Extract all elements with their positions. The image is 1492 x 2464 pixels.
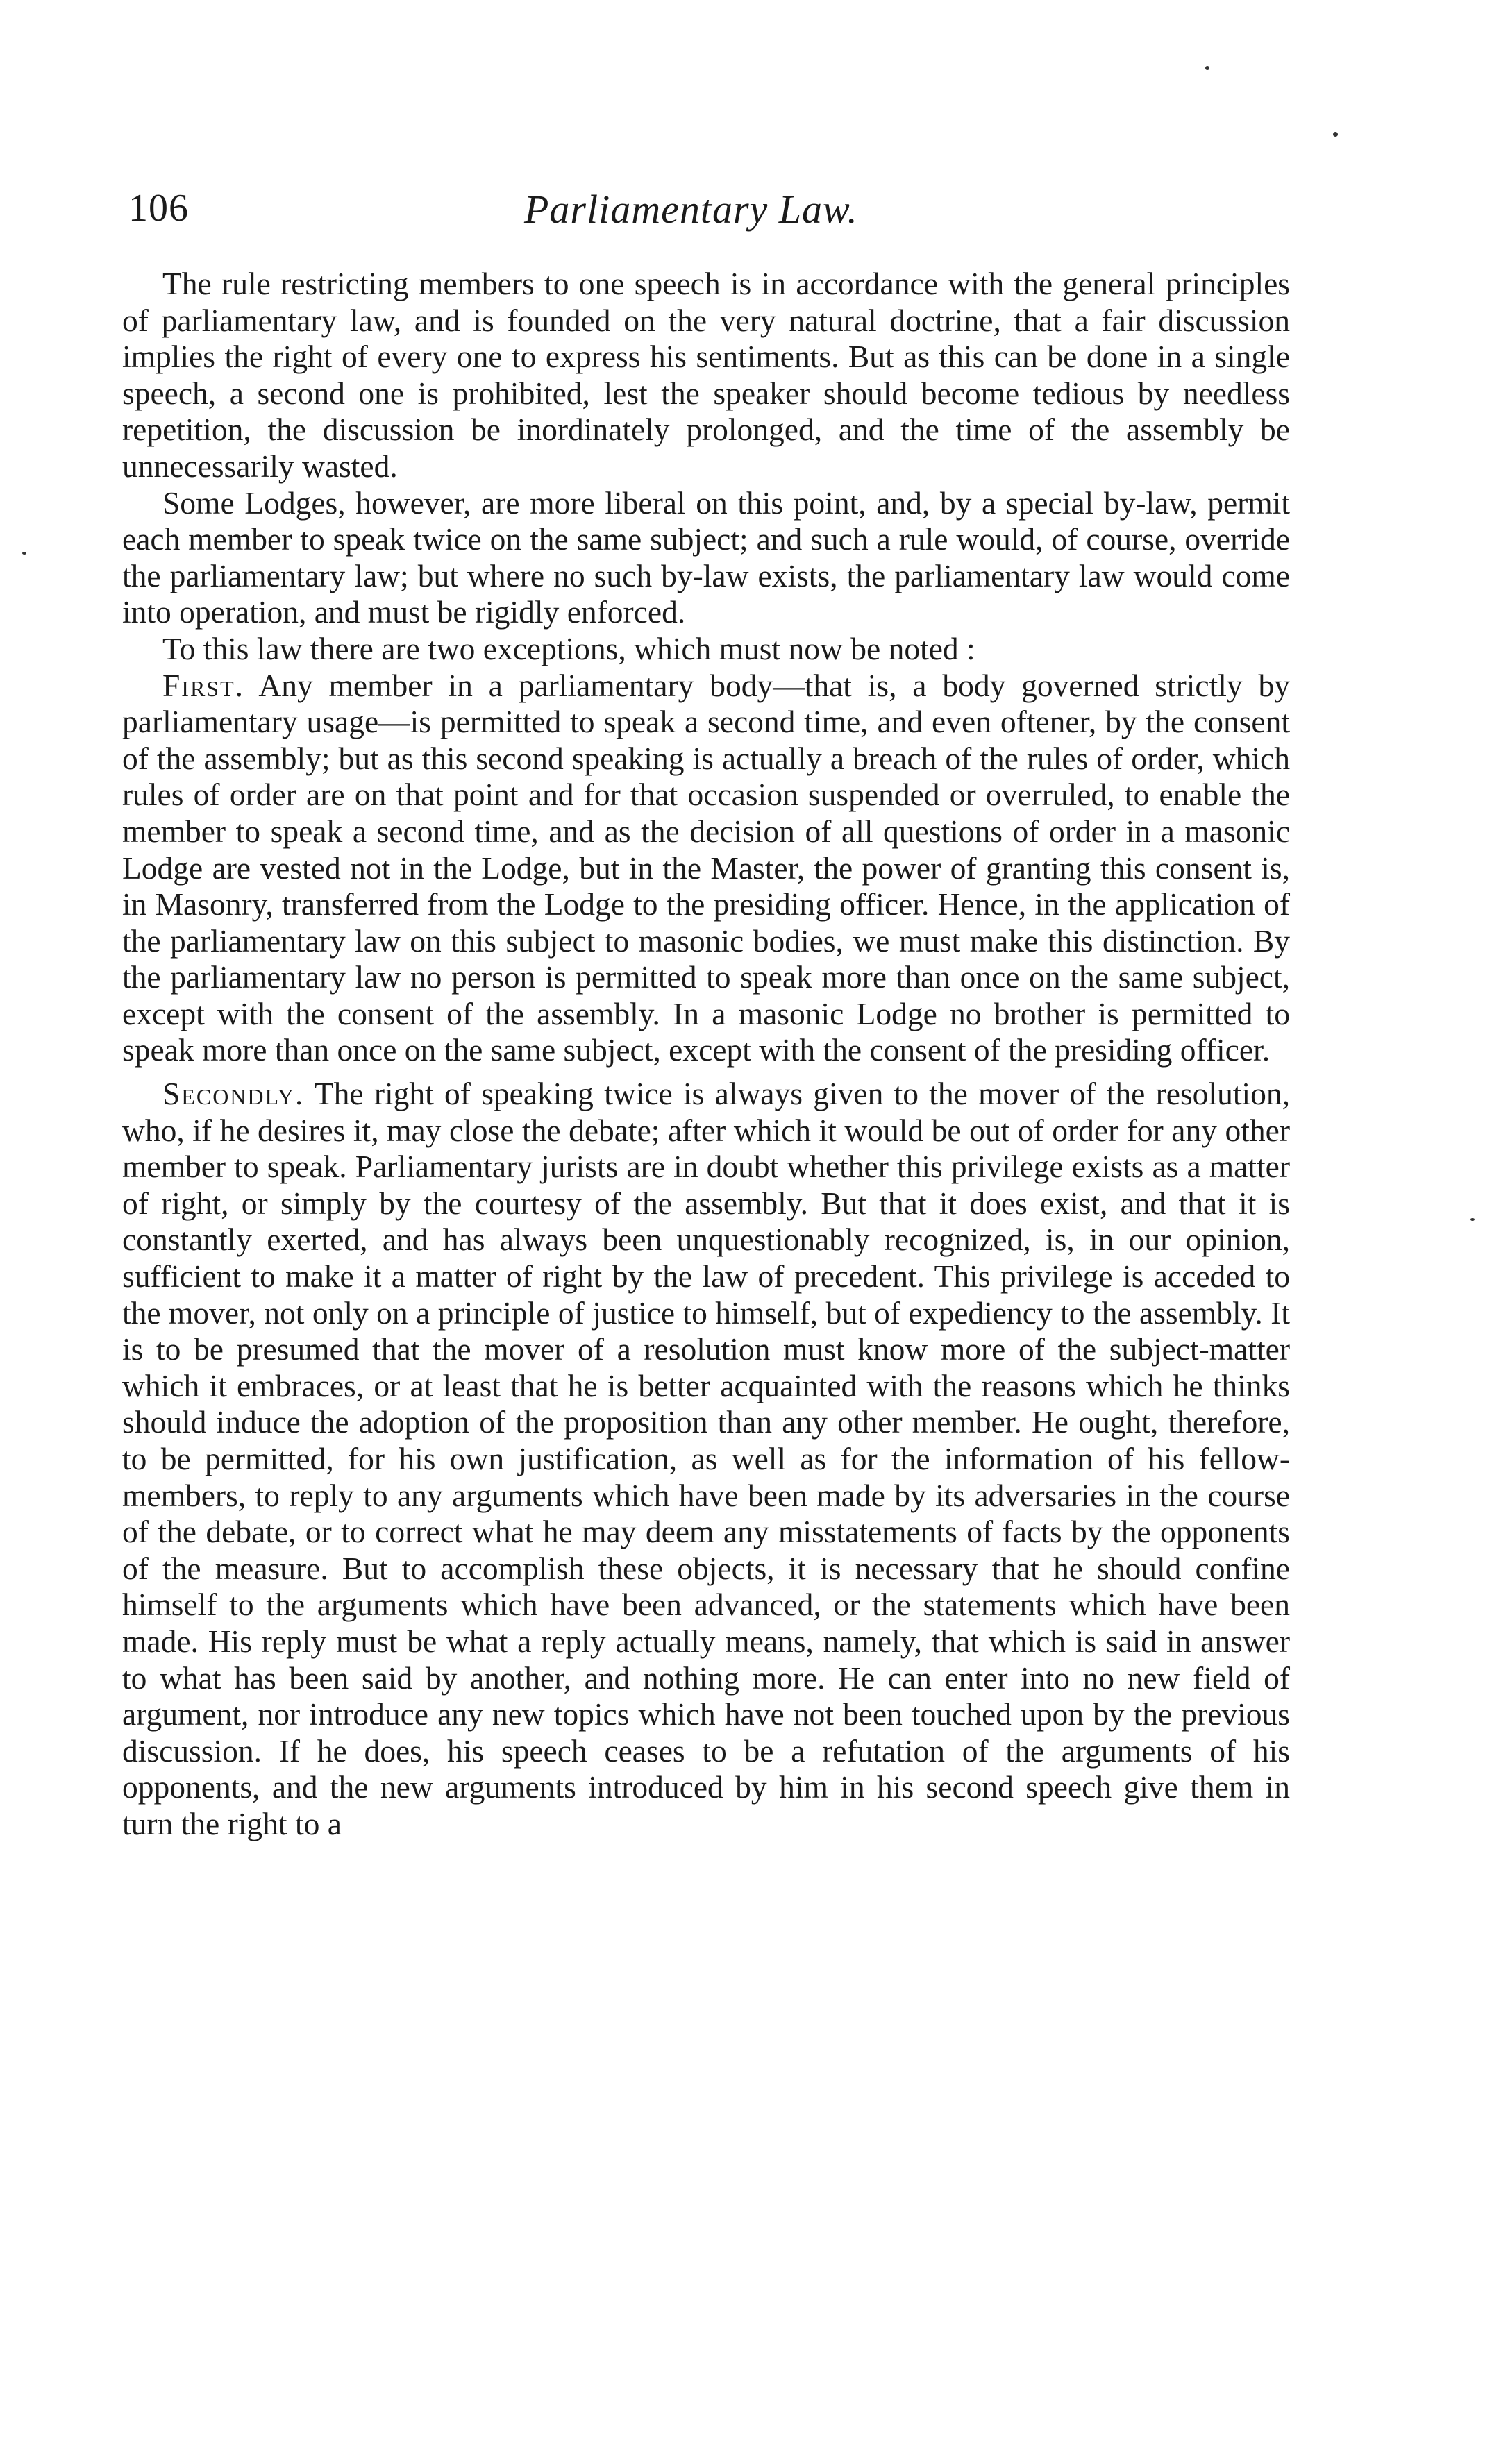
paragraph [122, 266, 1290, 485]
paragraph-lead: Secondly. [162, 1076, 305, 1112]
page-number: 106 [128, 187, 189, 230]
scan-speck [1333, 132, 1338, 137]
scan-speck [1470, 1218, 1475, 1221]
body-text [122, 266, 1290, 1843]
scan-speck [22, 552, 26, 555]
paragraph [122, 631, 1290, 668]
running-title: Parliamentary Law. [524, 187, 858, 232]
paragraph-first-exception [122, 668, 1290, 1070]
paragraph-text: Any member in a parliamentary body—that is, a body governed strictly by parliamentary usage—is permitted to speak a second time, and even oftener, by the consent of the assembly; but as this second speaking is actually a breach of the rules of order, which rules of order are on that point and for that occasion suspended or overruled, to enable the member to speak a second time, and as the decision of all questions of order in a masonic Lodge are vested not in the Lodge, but in the Master, the power of granting this consent is, in Masonry, transferred from the Lodge to the presiding officer. Hence, in the application of the parliamentary law on this subject to masonic bodies, we must make this distinction. By the parliamentary law no person is permitted to speak more than once on the same subject, except with the consent of the assembly. In a masonic Lodge no brother is permitted to speak more than once on the same subject, except with the consent of the presiding officer. [122, 667, 1290, 1068]
paragraph-lead: First. [162, 667, 245, 703]
paragraph-text: The rule restricting members to one speech is in accordance with the general principles of parliamentary law, and is founded on the very natural doctrine, that a fair discussion implies the right of every one to express his sentiments. But as this can be done in a single speech, a second one is prohibited, lest the speaker should become tedious by needless repetition, the discussion be inordinately prolonged, and the time of the assembly be unnecessarily wasted. [122, 266, 1290, 484]
paragraph-text: Some Lodges, however, are more liberal on this point, and, by a special by-law, permit each member to speak twice on the same subject; and such a rule would, of course, override the parliamentary law; but where no such by-law exists, the parliamentary law would come into operation, and must be rigidly enforced. [122, 484, 1290, 630]
page-header [128, 186, 1281, 248]
scan-speck [1205, 66, 1209, 70]
paragraph-second-exception [122, 1076, 1290, 1842]
paragraph-text: The right of speaking twice is always given to the mover of the resolution, who, if he desires it, may close the debate; after which it would be out of order for any other member to speak. Parliamentary jurists are in doubt whether this privilege exists as a matter of right, or simply by the courtesy of the assembly. But that it does exist, and that it is constantly exerted, and has always been unquestionably recognized, is, in our opinion, sufficient to make it a matter of right by the law of precedent. This privilege is acceded to the mover, not only on a principle of justice to himself, but of expediency to the assembly. It is to be presumed that the mover of a resolution must know more of the subject-matter which it embraces, or at least that he is better acquainted with the reasons which he thinks should induce the adoption of the proposition than any other member. He ought, therefore, to be permitted, for his own justification, as well as for the information of his fellow-members, to reply to any arguments which have been made by its adversaries in the course of the debate, or to correct what he may deem any misstatements of facts by the opponents of the measure. But to accomplish these objects, it is necessary that he should confine himself to the arguments which have been advanced, or the statements which have been made. His reply must be what a reply actually means, namely, that which is said in answer to what has been said by another, and nothing more. He can enter into no new field of argument, nor introduce any new topics which have not been touched upon by the previous discussion. If he does, his speech ceases to be a refutation of the arguments of his opponents, and the new arguments introduced by him in his second speech give them in turn the right to a [122, 1076, 1290, 1841]
paragraph [122, 485, 1290, 631]
paragraph-text: To this law there are two exceptions, which must now be noted : [162, 630, 975, 666]
